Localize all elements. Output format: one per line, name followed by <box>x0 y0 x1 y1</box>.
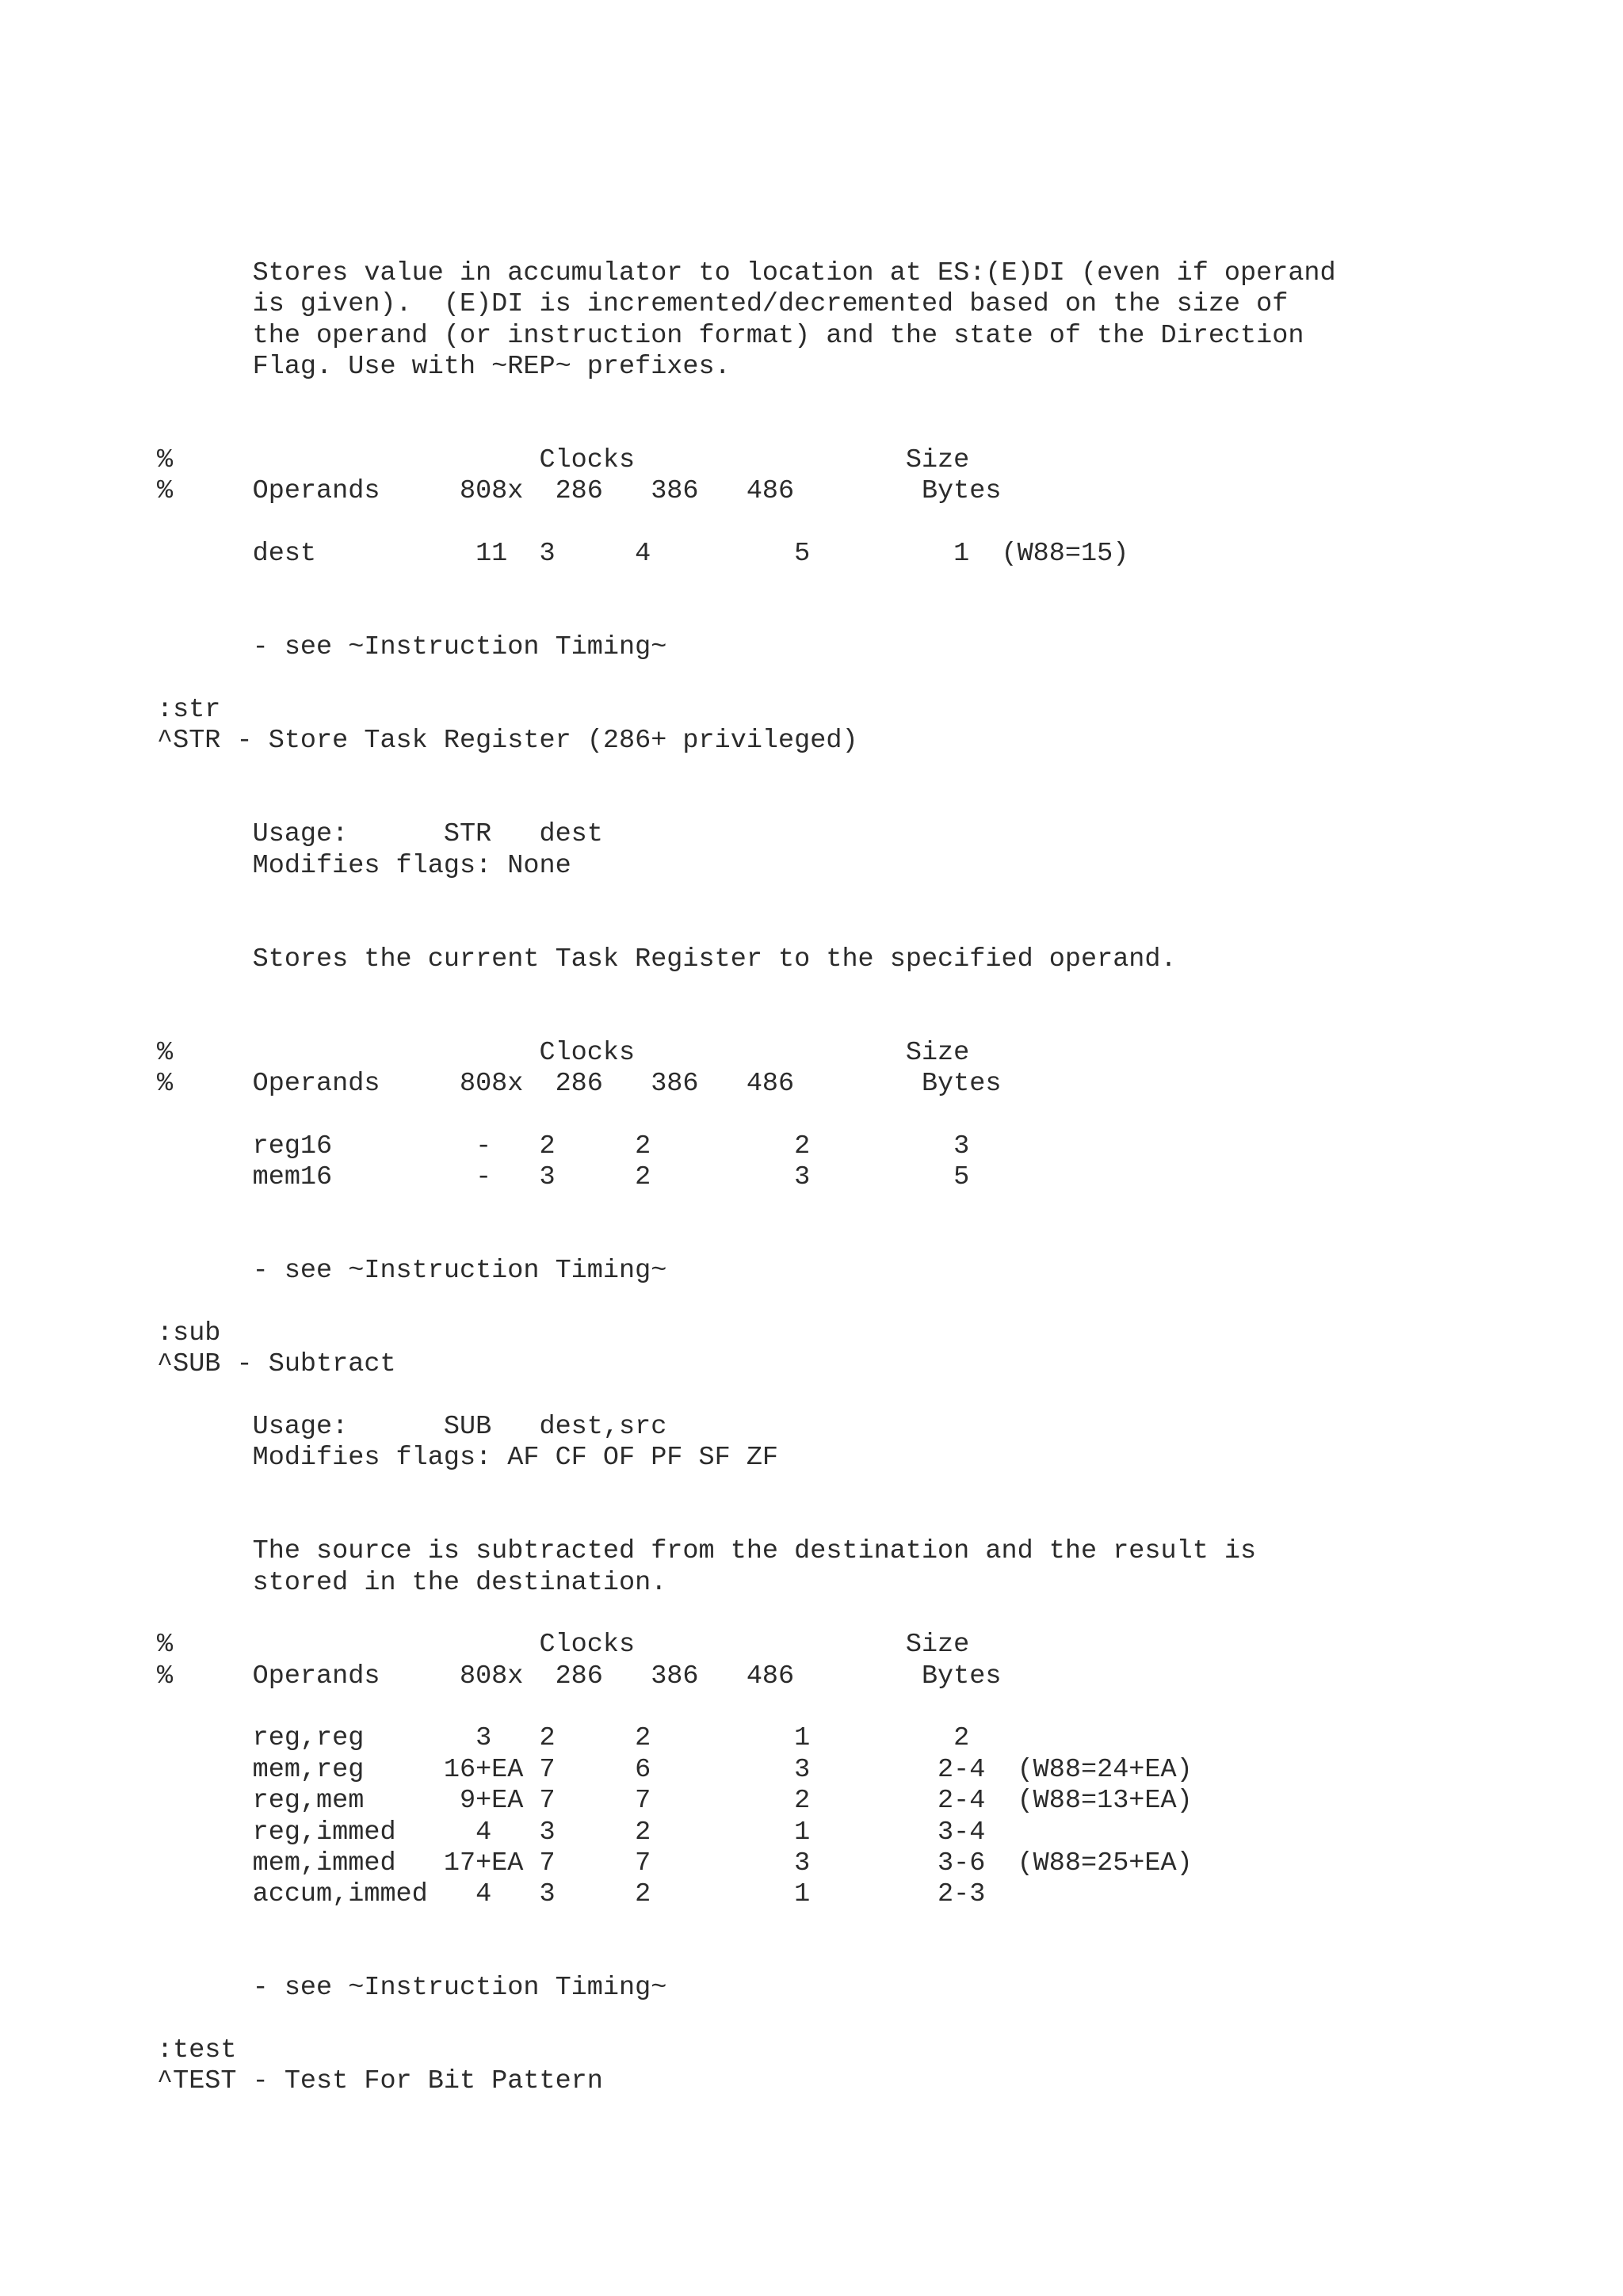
document-line: - see ~Instruction Timing~ <box>157 632 667 663</box>
document-line: :sub <box>157 1318 221 1348</box>
document-line: ^SUB - Subtract <box>157 1349 396 1380</box>
document-line: % Clocks Size <box>157 445 970 476</box>
document-line: accum,immed 4 3 2 1 2-3 <box>157 1879 986 1910</box>
document-line: mem,immed 17+EA 7 7 3 3-6 (W88=25+EA) <box>157 1848 1193 1878</box>
document-line: :test <box>157 2035 237 2065</box>
document-line: Stores value in accumulator to location at ES:(E)DI (even if operand <box>157 258 1336 288</box>
document-line: Modifies flags: AF CF OF PF SF ZF <box>157 1443 779 1474</box>
document-line: - see ~Instruction Timing~ <box>157 1256 667 1287</box>
document-line: Stores the current Task Register to the specified operand. <box>157 944 1177 974</box>
document-line: is given). (E)DI is incremented/decremented based on the size of <box>157 289 1289 320</box>
document-line: mem,reg 16+EA 7 6 3 2-4 (W88=24+EA) <box>157 1754 1193 1785</box>
document-line: ^TEST - Test For Bit Pattern <box>157 2066 603 2097</box>
document-line: reg,mem 9+EA 7 7 2 2-4 (W88=13+EA) <box>157 1786 1193 1817</box>
document-line: reg,immed 4 3 2 1 3-4 <box>157 1817 986 1848</box>
document-line: % Clocks Size <box>157 1037 970 1068</box>
document-line: - see ~Instruction Timing~ <box>157 1973 667 2004</box>
document-line: dest 11 3 4 5 1 (W88=15) <box>157 539 1129 570</box>
document-line: reg16 - 2 2 2 3 <box>157 1131 970 1161</box>
document-line: mem16 - 3 2 3 5 <box>157 1162 970 1193</box>
document-line: the operand (or instruction format) and the state of the Direction <box>157 320 1304 351</box>
document-line: % Clocks Size <box>157 1630 970 1661</box>
document-line: Usage: SUB dest,src <box>157 1411 667 1442</box>
document-line: The source is subtracted from the destination and the result is <box>157 1536 1257 1567</box>
document-line: reg,reg 3 2 2 1 2 <box>157 1723 970 1754</box>
document-line: Flag. Use with ~REP~ prefixes. <box>157 352 731 383</box>
document-line: % Operands 808x 286 386 486 Bytes <box>157 1661 1002 1691</box>
document-line: stored in the destination. <box>157 1567 667 1598</box>
document-line: :str <box>157 694 221 725</box>
document-line: % Operands 808x 286 386 486 Bytes <box>157 1069 1002 1100</box>
document-line: Modifies flags: None <box>157 850 571 881</box>
document-line: ^STR - Store Task Register (286+ privileged) <box>157 726 858 757</box>
document-line: Usage: STR dest <box>157 819 603 850</box>
document-line: % Operands 808x 286 386 486 Bytes <box>157 476 1002 507</box>
